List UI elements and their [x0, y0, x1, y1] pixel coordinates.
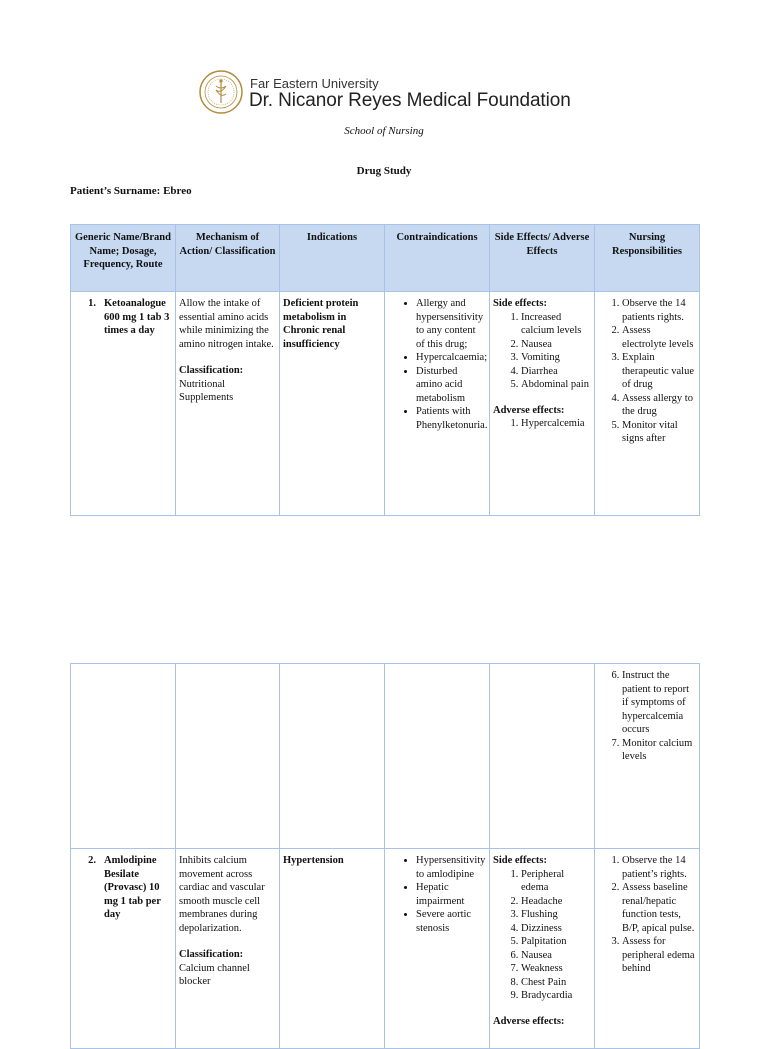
drug2-side-item: 5. Palpitation [521, 935, 591, 949]
drug1-nursing-cont-cell [595, 664, 700, 849]
drug2-side-item: 8. Chest Pain [521, 976, 591, 990]
header-side-effects: Side Effects/ Adverse Effects [490, 225, 595, 292]
drug2-side-cell [490, 849, 595, 1049]
letterhead [196, 68, 576, 118]
drug1-side-item: 2. Nausea [521, 338, 591, 352]
drug2-contra-item: • Severe aortic stenosis [416, 908, 486, 935]
drug2-contra-item: • Hepatic impairment [416, 881, 486, 908]
foundation-name: Dr. Nicanor Reyes Medical Foundation [249, 90, 571, 111]
drug2-side-item: 2. Headache [521, 895, 591, 909]
drug1-adverse-label: Adverse effects: [493, 404, 565, 416]
drug2-nursing-cell [595, 849, 700, 1049]
drug1-contra-item: • Disturbed amino acid metabolism [416, 365, 486, 406]
drug2-class-value: Calcium channel blocker [179, 962, 250, 987]
document-title: Drug Study [356, 165, 412, 177]
drug2-contra-item: • Hypersensitivity to amlodipine [416, 854, 486, 881]
header-contraindications: Contraindications [385, 225, 490, 292]
drug2-side-item: 3. Flushing [521, 908, 591, 922]
drug1-side-item: 1. Increased calcium levels [521, 311, 591, 338]
drug1-name-cell [71, 292, 176, 516]
drug-study-table-continued [70, 663, 700, 1049]
drug1-class-label: Classification: [179, 365, 244, 376]
drug1-name: Ketoanalogue 600 mg 1 tab 3 times a day [104, 298, 170, 336]
drug1-number: 1. [88, 298, 96, 309]
table-row-drug-1-continued [71, 664, 700, 849]
university-seal-icon [199, 70, 243, 114]
drug1-adverse-item: 1. Hypercalcemia [521, 417, 591, 431]
drug2-indication: Hypertension [280, 849, 385, 1049]
drug2-side-item: 4. Dizziness [521, 922, 591, 936]
drug2-name: Amlodipine Besilate (Provasc) 10 mg 1 tab per day [104, 855, 161, 920]
university-name: Far Eastern University [250, 76, 379, 91]
drug1-contra-item: • Hypercalcaemia; [416, 351, 486, 365]
table-header-row [71, 225, 700, 292]
drug1-mechanism-cell [176, 292, 280, 516]
drug1-contra-item: • Patients with Phenylketonuria. [416, 405, 486, 432]
drug1-nursing-cell [595, 292, 700, 516]
drug1-side-label: Side effects: [493, 298, 547, 309]
header-mechanism: Mechanism of Action/ Classification [176, 225, 280, 292]
drug1-nursing-item: 4. Assess allergy to the drug [622, 392, 696, 419]
drug1-nursing-item: 1. Observe the 14 patients rights. [622, 297, 696, 324]
table-row-drug-2 [71, 849, 700, 1049]
school-name: School of Nursing [344, 125, 424, 137]
drug1-nursing-item: 3. Explain therapeutic value of drug [622, 351, 696, 392]
drug1-nursing-item: 5. Monitor vital signs after [622, 419, 696, 446]
drug2-nursing-item: 1. Observe the 14 patient’s rights. [622, 854, 696, 881]
drug2-side-item: 9. Bradycardia [521, 989, 591, 1003]
drug1-side-item: 3. Vomiting [521, 351, 591, 365]
drug1-indication: Deficient protein metabolism in Chronic renal insufficiency [280, 292, 385, 516]
drug1-contra-item: • Allergy and hypersensitivity to any content of this drug; [416, 297, 486, 351]
drug2-contra-cell [385, 849, 490, 1049]
drug1-nursing-item: 6. Instruct the patient to report if symptoms of hypercalcemia occurs [622, 669, 696, 737]
drug1-side-item: 4. Diarrhea [521, 365, 591, 379]
drug1-contra-cell [385, 292, 490, 516]
drug1-nursing-item: 2. Assess electrolyte levels [622, 324, 696, 351]
drug2-side-item: 1. Peripheral edema [521, 868, 591, 895]
drug2-mechanism: Inhibits calcium movement across cardiac and vascular smooth muscle cell membranes during depolarization. [179, 855, 265, 934]
drug2-side-label: Side effects: [493, 855, 547, 866]
drug1-nursing-item: 7. Monitor calcium levels [622, 737, 696, 764]
drug1-side-cell [490, 292, 595, 516]
drug-study-table [70, 224, 700, 516]
drug1-class-value: Nutritional Supplements [179, 378, 234, 403]
drug2-adverse-label: Adverse effects: [493, 1015, 565, 1027]
header-generic-name: Generic Name/Brand Name; Dosage, Frequency, Route [71, 225, 176, 292]
drug2-name-cell [71, 849, 176, 1049]
drug2-nursing-item: 3. Assess for peripheral edema behind [622, 935, 696, 976]
table-row-drug-1 [71, 292, 700, 516]
drug2-number: 2. [88, 855, 96, 866]
drug2-side-item: 6. Nausea [521, 949, 591, 963]
header-nursing: Nursing Responsibilities [595, 225, 700, 292]
drug2-mechanism-cell [176, 849, 280, 1049]
drug2-nursing-item: 2. Assess baseline renal/hepatic function tests, B/P, apical pulse. [622, 881, 696, 935]
patient-surname: Patient’s Surname: Ebreo [70, 185, 192, 197]
header-indications: Indications [280, 225, 385, 292]
drug2-side-item: 7. Weakness [521, 962, 591, 976]
drug1-side-item: 5. Abdominal pain [521, 378, 591, 392]
drug1-mechanism: Allow the intake of essential amino acids while minimizing the amino nitrogen intake. [179, 298, 274, 350]
drug2-class-label: Classification: [179, 949, 244, 960]
